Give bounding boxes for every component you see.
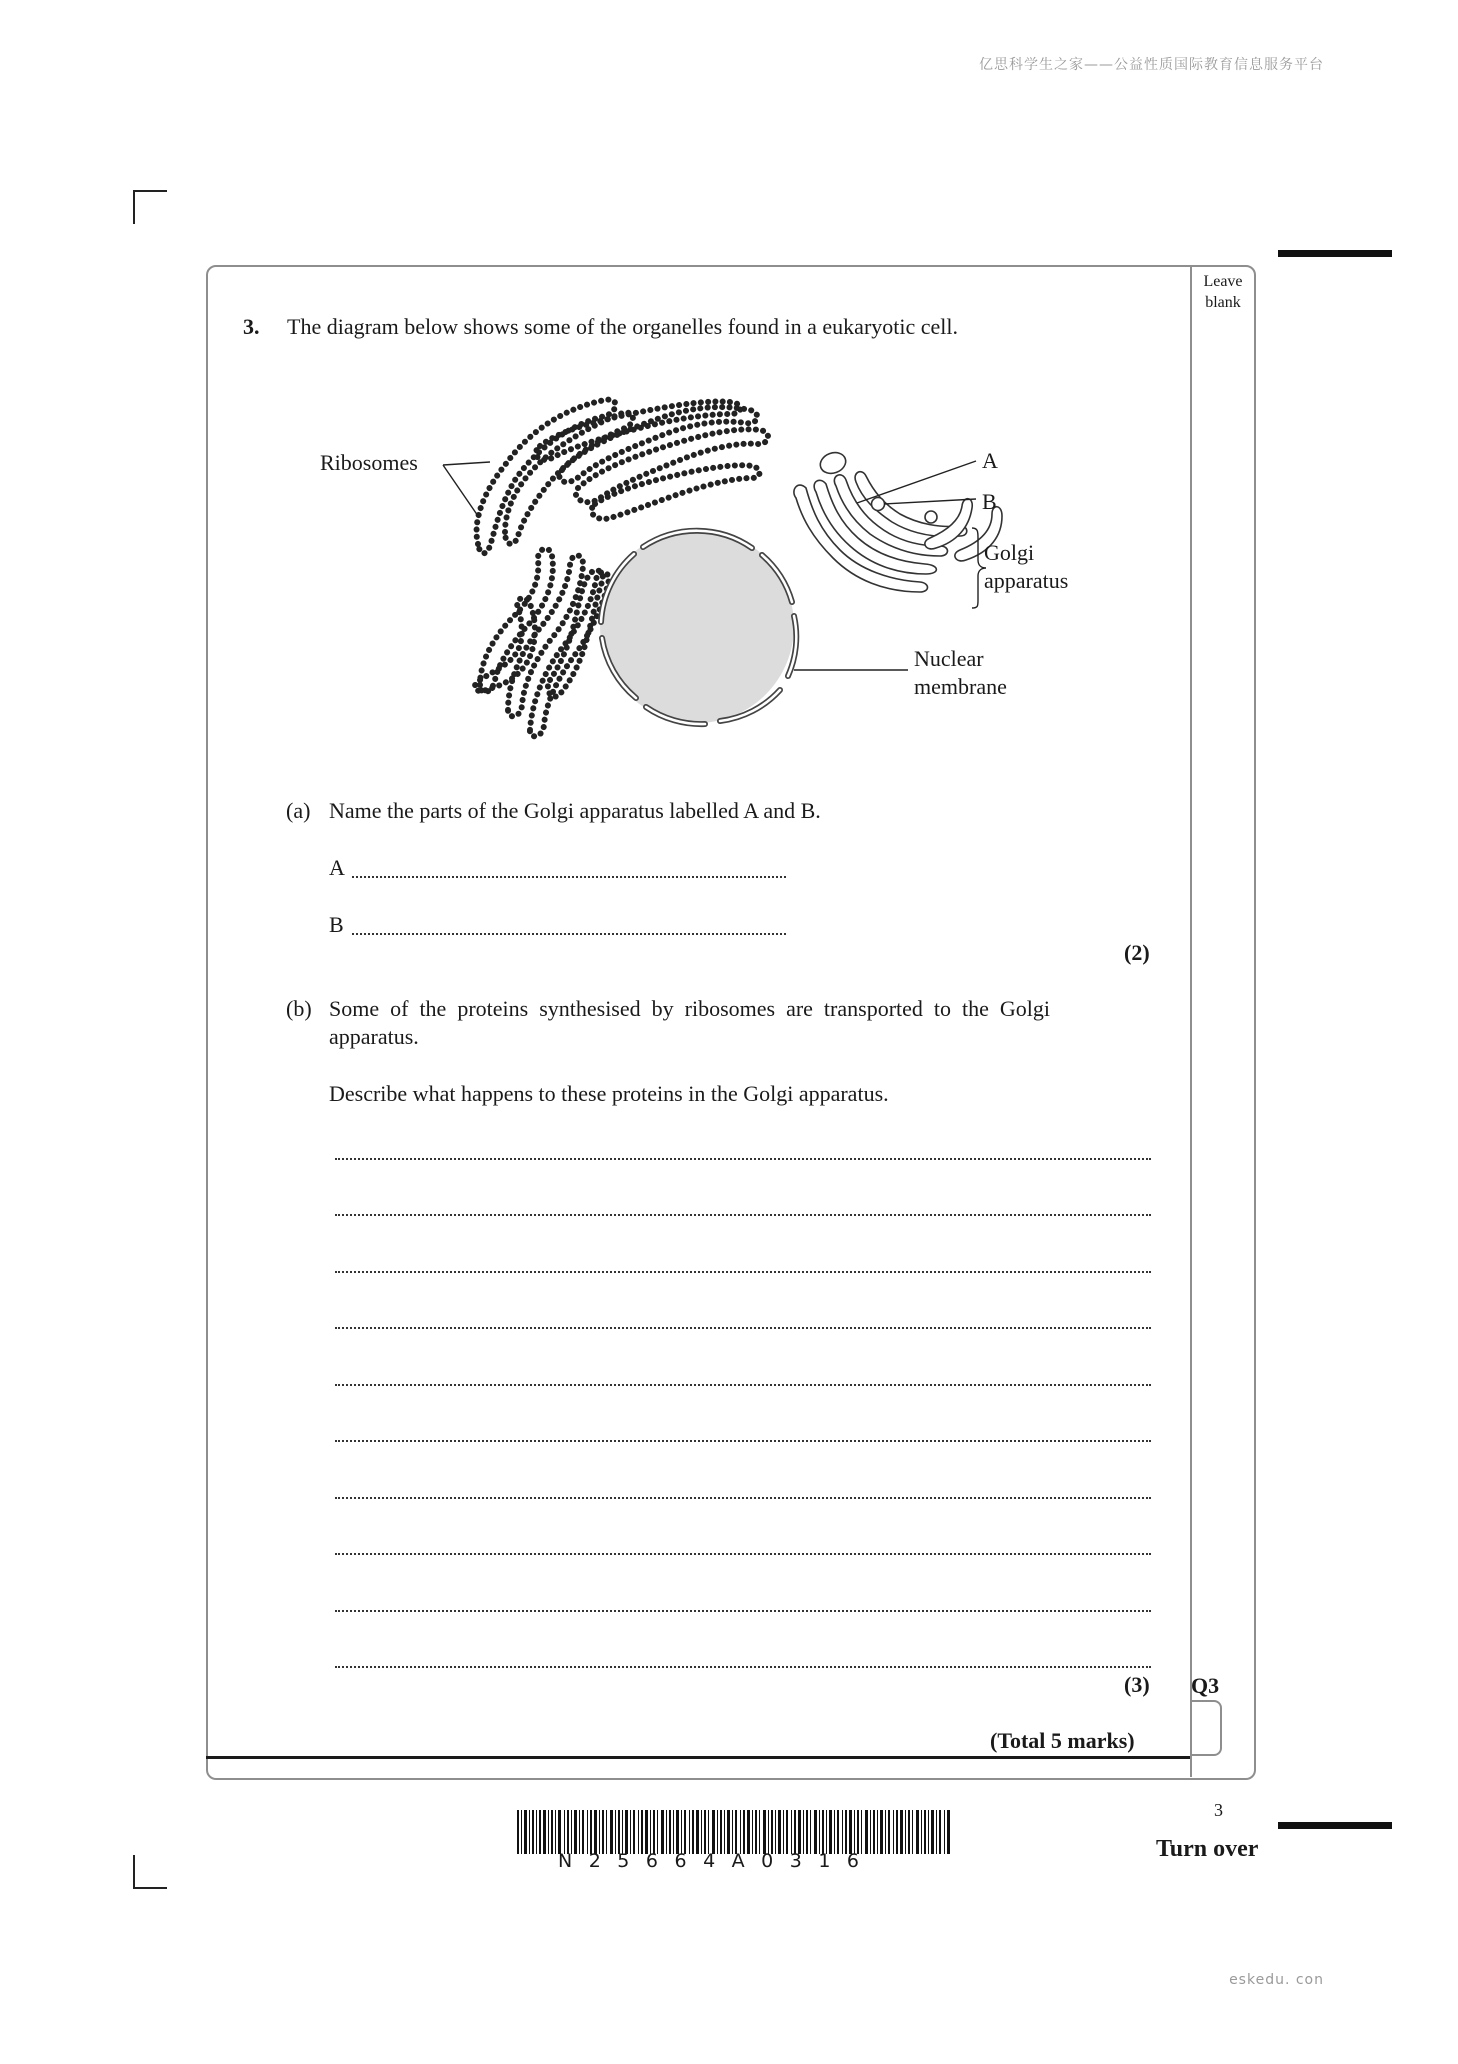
- question-stem: The diagram below shows some of the organelles found in a eukaryotic cell.: [287, 314, 959, 339]
- header-site-note: 亿思科学生之家——公益性质国际教育信息服务平台: [979, 57, 1324, 73]
- part-a-marks: (2): [1124, 940, 1150, 965]
- answer-a-label: A: [329, 855, 345, 880]
- leave-blank-line1: Leave: [1203, 273, 1243, 290]
- er-cisterna-5: [592, 465, 760, 519]
- leave-blank-label: [1192, 271, 1254, 313]
- question-box-label: Q3: [1191, 1673, 1220, 1698]
- label-a-leader: [857, 461, 976, 503]
- organelle-diagram: [300, 380, 1100, 760]
- label-a: A: [982, 448, 998, 473]
- answer-line[interactable]: [335, 1384, 1151, 1386]
- answer-line[interactable]: [335, 1497, 1151, 1499]
- part-b-instruction: Describe what happens to these proteins in the Golgi apparatus.: [329, 1081, 889, 1106]
- label-nuclear-line1: Nuclear: [914, 646, 984, 671]
- answer-a-field[interactable]: [352, 876, 786, 878]
- part-b-text-line2: apparatus.: [329, 1024, 419, 1049]
- footer-site: eskedu. con: [1229, 1972, 1324, 1988]
- golgi-vesicle-b: [872, 498, 885, 511]
- answer-b-field[interactable]: [352, 933, 786, 935]
- barcode-bars: [517, 1810, 952, 1854]
- answer-line[interactable]: [335, 1553, 1151, 1555]
- answer-line[interactable]: [335, 1666, 1151, 1668]
- label-nuclear-line2: membrane: [914, 674, 1007, 699]
- part-b-label: (b): [286, 996, 312, 1021]
- part-a-label: (a): [286, 798, 311, 823]
- crop-mark-top-left: [133, 190, 167, 224]
- frame-bottom-rule: [206, 1756, 1190, 1759]
- total-marks: (Total 5 marks): [990, 1728, 1135, 1753]
- margin-bar-bottom: [1278, 1822, 1392, 1829]
- answer-line[interactable]: [335, 1214, 1151, 1216]
- part-b-text-line1: Some of the proteins synthesised by ribosomes are transported to the Golgi: [329, 996, 1050, 1021]
- golgi-apparatus: [794, 449, 1002, 592]
- answer-line[interactable]: [335, 1327, 1151, 1329]
- label-golgi-line1: Golgi: [984, 540, 1035, 565]
- golgi-vesicle-top: [817, 449, 848, 477]
- turn-over: Turn over: [1156, 1836, 1259, 1862]
- answer-line[interactable]: [335, 1271, 1151, 1273]
- answer-b-label: B: [329, 912, 344, 937]
- label-ribosomes: Ribosomes: [320, 450, 418, 475]
- examiner-mark-box: [1190, 1700, 1222, 1756]
- answer-line[interactable]: [335, 1440, 1151, 1442]
- question-number: 3.: [243, 314, 260, 339]
- answer-line[interactable]: [335, 1158, 1151, 1160]
- part-b-marks: (3): [1124, 1672, 1150, 1697]
- label-b: B: [982, 489, 997, 514]
- barcode-number: N25664A0316: [558, 1850, 876, 1872]
- leave-blank-line2: blank: [1205, 294, 1241, 311]
- label-golgi-line2: apparatus: [984, 568, 1069, 593]
- page-number: 3: [1214, 1800, 1223, 1820]
- crop-mark-bottom-left: [133, 1855, 167, 1889]
- organelle-diagram-svg: [300, 380, 1100, 760]
- leave-blank-column-divider: [1190, 266, 1192, 1777]
- golgi-vesicle-small: [925, 511, 937, 523]
- margin-bar-top: [1278, 250, 1392, 257]
- answer-line[interactable]: [335, 1610, 1151, 1612]
- part-a-text: Name the parts of the Golgi apparatus labelled A and B.: [329, 798, 821, 823]
